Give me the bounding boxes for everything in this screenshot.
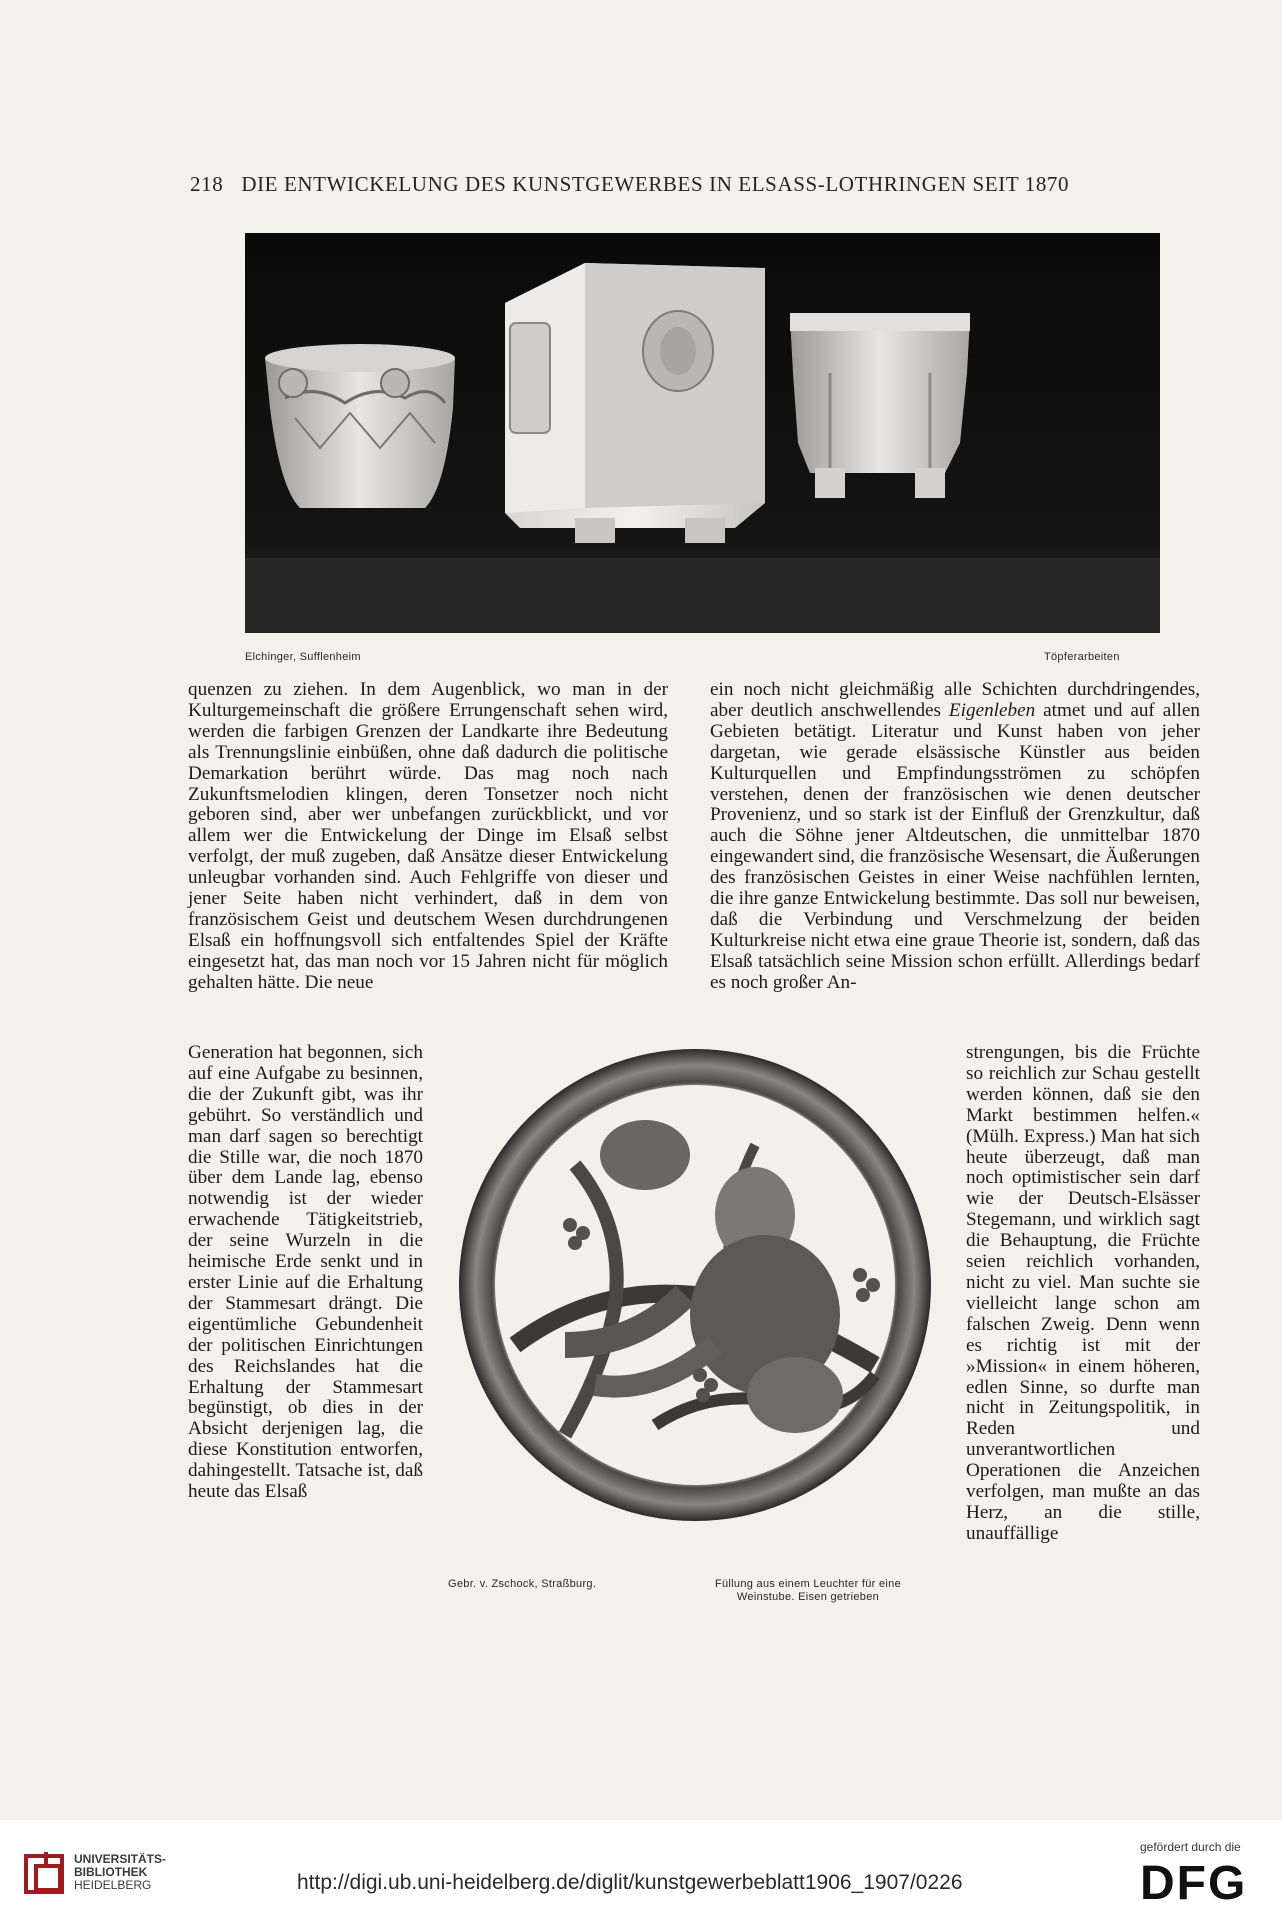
pottery-illustration xyxy=(245,233,1160,633)
page-number: 218 xyxy=(190,172,224,196)
iron-medallion-image xyxy=(455,1045,935,1525)
medallion-illustration xyxy=(455,1045,935,1525)
medallion-caption-line1: Füllung aus einem Leuchter für eine xyxy=(715,1578,901,1590)
square-planter xyxy=(505,263,765,543)
funding-caption: gefördert durch die xyxy=(1140,1840,1241,1854)
text-column-left xyxy=(188,680,668,994)
library-line-3: HEIDELBERG xyxy=(74,1878,152,1892)
dfg-logo: DFG xyxy=(1140,1857,1248,1910)
medallion-caption-left: Gebr. v. Zschock, Straßburg. xyxy=(448,1578,597,1590)
running-header xyxy=(190,172,1130,197)
narrow-text-left xyxy=(188,1043,423,1503)
university-library-logo-icon xyxy=(22,1848,74,1900)
pottery-photograph xyxy=(245,233,1160,633)
top-figure-caption-right: Töpferarbeiten xyxy=(1044,651,1120,663)
library-line-2: BIBLIOTHEK xyxy=(74,1865,148,1879)
owl-bowl xyxy=(265,344,455,508)
text-column-right xyxy=(710,680,1200,994)
right-text-1: ein noch nicht gleichmäßig alle Schichten durchdringendes, aber deutlich anschwellendes xyxy=(710,679,1200,721)
narrow-right-paragraph: strengungen, bis die Früchte so reichlich zur Schau gestellt werden können, daß sie den Markt bestimmen helfen.« (Mülh. Express.) Man hat sich heute überzeugt, daß man noch optimistischer sein darf wie der Deutsch-Elsässer Stegemann, und wirklich sagt die Behauptung, die Früchte seien reichlich vorhanden, nicht zu viel. Man suchte sie vielleicht lange schon am falschen Zweig. Denn wenn es richtig ist mit der »Mission« in einem höheren, edlen Sinne, so durfte man nicht in Zeitungspolitik, in Reden und unverantwortlichen Operationen die Anzeichen verfolgen, man mußte an das Herz, an die stille, unauffällige xyxy=(966,1042,1200,1544)
footed-cylinder-vessel xyxy=(790,313,970,498)
narrow-left-paragraph: Generation hat begonnen, sich auf eine Aufgabe zu besinnen, die der Zukunft gibt, was ihr gebührt. So verständlich und man darf sagen so berechtigt die Stille war, die noch 1870 über dem Lande lag, ebenso notwendig ist der wieder erwachende Tätigkeitstrieb, der seine Wurzeln in die heimische Erde senkt und in erster Linie auf die Erhaltung der Stammesart drängt. Die eigentümliche Gebundenheit der politischen Einrichtungen des Reichslandes hat die Erhaltung der Stammesart begünstigt, ob dies in der Absicht derjenigen lag, die diese Konstitution entworfen, dahingestellt. Tatsache ist, daß heute das Elsaß xyxy=(188,1042,423,1503)
library-name xyxy=(74,1853,166,1892)
running-title: DIE ENTWICKELUNG DES KUNSTGEWERBES IN ELSASS-LOTHRINGEN SEIT 1870 xyxy=(241,172,1070,196)
library-line-1: UNIVERSITÄTS- xyxy=(74,1852,167,1866)
left-column-paragraph: quenzen zu ziehen. In dem Augenblick, wo man in der Kulturgemeinschaft die größere Errungenschaft sehen wird, werden die farbigen Grenzen der Landkarte ihre Bedeutung als Trennungslinie einbüßen, ohne daß dadurch die politische Demarkation berührt würde. Das mag noch nach Zukunftsmelodien klingen, deren Tonsetzer noch nicht geboren sind, aber wer unbefangen zurückblickt, und vor allem wer die Entwickelung der Dinge im Elsaß selbst verfolgt, der muß zugeben, daß Ansätze dieser Entwickelung unleugbar vorhanden sind. Auch Fehlgriffe von dieser und jener Seite haben nicht verhindert, daß in dem von französischem Geist und deutschem Wesen durchdrungenen Elsaß ein hoffnungsvoll sich entfaltendes Spiel der Kräfte eingesetzt hat, das man noch vor 15 Jahren nicht für möglich gehalten hätte. Die neue xyxy=(188,679,668,993)
right-text-2: atmet und auf allen Gebieten betätigt. Literatur und Kunst haben von jeher dargetan, wie gerade elsässische Künstler aus beiden Kulturquellen und Empfindungsströmen zu schöpfen verstehen, denen der französischen wie denen deutscher Provenienz, und so stark ist der Einfluß der Grenzkultur, daß auch die Söhne jener Altdeutschen, die unmittelbar 1870 eingewandert sind, die französische Wesensart, die Äußerungen des französischen Geistes in einer Weise nachfühlen lernten, die ihre ganze Entwickelung bestimmte. Das soll nur beweisen, daß die Verbindung und Verschmelzung der beiden Kulturkreise nicht etwa eine graue Theorie ist, sondern, daß das Elsaß tatsächlich seine Mission schon erfüllt. Allerdings bedarf es noch großer An- xyxy=(710,699,1200,993)
source-url-link[interactable]: http://digi.ub.uni-heidelberg.de/diglit/kunstgewerbeblatt1906_1907/0226 xyxy=(297,1871,963,1894)
narrow-text-right xyxy=(966,1043,1200,1545)
medallion-caption-line2: Weinstube. Eisen getrieben xyxy=(736,1591,880,1603)
medallion-caption-right xyxy=(678,1578,938,1604)
right-column-paragraph xyxy=(710,680,1200,994)
top-figure-caption-left: Elchinger, Sufflenheim xyxy=(245,651,361,663)
right-text-emphasis: Eigenleben xyxy=(948,699,1036,721)
